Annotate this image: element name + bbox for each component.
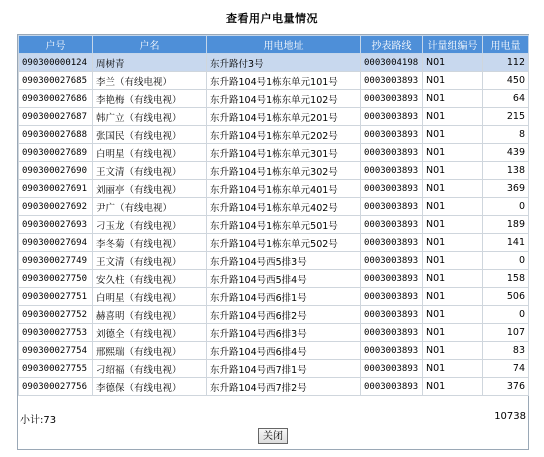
cell-meter-route: 0003003893 — [361, 180, 423, 198]
cell-account-name: 尹广（有线电视） — [93, 198, 207, 216]
cell-meter-group: N01 — [423, 90, 483, 108]
table-row[interactable] — [19, 342, 529, 360]
cell-meter-route: 0003003893 — [361, 324, 423, 342]
cell-account-no: 090300027756 — [19, 378, 93, 396]
cell-meter-route: 0003003893 — [361, 270, 423, 288]
cell-usage: 138 — [483, 162, 529, 180]
cell-usage: 439 — [483, 144, 529, 162]
cell-meter-route: 0003003893 — [361, 378, 423, 396]
table-row[interactable] — [19, 126, 529, 144]
cell-account-no: 090300027685 — [19, 72, 93, 90]
column-header-meter-group[interactable]: 计量组编号 — [423, 36, 483, 54]
cell-usage: 0 — [483, 252, 529, 270]
table-row[interactable] — [19, 306, 529, 324]
cell-address: 东升路104号1栋东单元202号 — [207, 126, 361, 144]
cell-meter-route: 0003003893 — [361, 288, 423, 306]
cell-meter-route: 0003003893 — [361, 126, 423, 144]
column-header-usage[interactable]: 用电量 — [483, 36, 529, 54]
cell-meter-route: 0003003893 — [361, 144, 423, 162]
cell-address: 东升路104号西6排1号 — [207, 288, 361, 306]
cell-usage: 0 — [483, 306, 529, 324]
cell-meter-group: N01 — [423, 144, 483, 162]
table-row[interactable] — [19, 216, 529, 234]
cell-meter-group: N01 — [423, 72, 483, 90]
cell-account-name: 刘丽亭（有线电视） — [93, 180, 207, 198]
column-header-address[interactable]: 用电地址 — [207, 36, 361, 54]
column-header-meter-route[interactable]: 抄表路线 — [361, 36, 423, 54]
cell-account-no: 090300027753 — [19, 324, 93, 342]
table-row[interactable] — [19, 324, 529, 342]
cell-meter-route: 0003004198 — [361, 54, 423, 72]
cell-address: 东升路104号西6排2号 — [207, 306, 361, 324]
close-button[interactable]: 关闭 — [258, 428, 288, 444]
cell-account-no: 090300000124 — [19, 54, 93, 72]
cell-account-name: 刘德全（有线电视） — [93, 324, 207, 342]
table-row[interactable] — [19, 360, 529, 378]
cell-address: 东升路104号1栋东单元502号 — [207, 234, 361, 252]
cell-usage: 107 — [483, 324, 529, 342]
cell-address: 东升路104号西5排4号 — [207, 270, 361, 288]
cell-address: 东升路104号西7排1号 — [207, 360, 361, 378]
cell-account-no: 090300027750 — [19, 270, 93, 288]
cell-usage: 158 — [483, 270, 529, 288]
cell-address: 东升路104号1栋东单元402号 — [207, 198, 361, 216]
table-header-row — [19, 36, 529, 54]
cell-meter-group: N01 — [423, 54, 483, 72]
cell-account-name: 韩广立（有线电视） — [93, 108, 207, 126]
cell-account-name: 白明星（有线电视） — [93, 144, 207, 162]
cell-account-name: 安久柱（有线电视） — [93, 270, 207, 288]
table-row[interactable] — [19, 288, 529, 306]
cell-meter-group: N01 — [423, 378, 483, 396]
cell-usage: 376 — [483, 378, 529, 396]
cell-account-no: 090300027752 — [19, 306, 93, 324]
usage-table — [18, 35, 529, 396]
table-row[interactable] — [19, 144, 529, 162]
cell-meter-route: 0003003893 — [361, 360, 423, 378]
cell-account-name: 李冬菊（有线电视） — [93, 234, 207, 252]
cell-meter-route: 0003003893 — [361, 216, 423, 234]
cell-meter-group: N01 — [423, 234, 483, 252]
cell-account-no: 090300027689 — [19, 144, 93, 162]
cell-usage: 215 — [483, 108, 529, 126]
cell-meter-route: 0003003893 — [361, 342, 423, 360]
subtotal-value: 10738 — [494, 411, 526, 422]
cell-account-no: 090300027690 — [19, 162, 93, 180]
cell-account-no: 090300027754 — [19, 342, 93, 360]
table-footer — [17, 408, 529, 426]
cell-usage: 506 — [483, 288, 529, 306]
cell-address: 东升路付3号 — [207, 54, 361, 72]
cell-account-no: 090300027691 — [19, 180, 93, 198]
cell-address: 东升路104号西6排4号 — [207, 342, 361, 360]
cell-address: 东升路104号1栋东单元501号 — [207, 216, 361, 234]
table-body — [19, 54, 529, 396]
cell-meter-group: N01 — [423, 342, 483, 360]
cell-usage: 8 — [483, 126, 529, 144]
cell-address: 东升路104号西6排3号 — [207, 324, 361, 342]
cell-meter-route: 0003003893 — [361, 162, 423, 180]
cell-meter-group: N01 — [423, 288, 483, 306]
cell-address: 东升路104号西7排2号 — [207, 378, 361, 396]
page-title: 查看用户电量情况 — [226, 12, 318, 25]
cell-address: 东升路104号1栋东单元401号 — [207, 180, 361, 198]
table-row[interactable] — [19, 270, 529, 288]
cell-address: 东升路104号西5排3号 — [207, 252, 361, 270]
cell-meter-group: N01 — [423, 126, 483, 144]
cell-meter-group: N01 — [423, 306, 483, 324]
cell-usage: 450 — [483, 72, 529, 90]
cell-account-name: 刁玉龙（有线电视） — [93, 216, 207, 234]
table-row[interactable] — [19, 72, 529, 90]
table-row[interactable] — [19, 378, 529, 396]
cell-account-no: 090300027694 — [19, 234, 93, 252]
cell-meter-route: 0003003893 — [361, 252, 423, 270]
cell-account-name: 王文清（有线电视） — [93, 252, 207, 270]
cell-account-no: 090300027751 — [19, 288, 93, 306]
cell-account-name: 李艳梅（有线电视） — [93, 90, 207, 108]
cell-account-name: 李德保（有线电视） — [93, 378, 207, 396]
cell-usage: 0 — [483, 198, 529, 216]
cell-account-name: 李兰（有线电视） — [93, 72, 207, 90]
cell-meter-route: 0003003893 — [361, 306, 423, 324]
column-header-account-no[interactable]: 户号 — [19, 36, 93, 54]
column-header-account-name[interactable]: 户名 — [93, 36, 207, 54]
cell-usage: 189 — [483, 216, 529, 234]
cell-usage: 64 — [483, 90, 529, 108]
table-row[interactable] — [19, 90, 529, 108]
cell-meter-route: 0003003893 — [361, 90, 423, 108]
cell-address: 东升路104号1栋东单元101号 — [207, 72, 361, 90]
cell-account-name: 周树青 — [93, 54, 207, 72]
cell-address: 东升路104号1栋东单元302号 — [207, 162, 361, 180]
cell-account-no: 090300027693 — [19, 216, 93, 234]
cell-meter-group: N01 — [423, 270, 483, 288]
table-row[interactable] — [19, 198, 529, 216]
cell-account-no: 090300027686 — [19, 90, 93, 108]
cell-usage: 112 — [483, 54, 529, 72]
cell-meter-group: N01 — [423, 162, 483, 180]
cell-meter-route: 0003003893 — [361, 198, 423, 216]
cell-account-no: 090300027687 — [19, 108, 93, 126]
cell-address: 东升路104号1栋东单元301号 — [207, 144, 361, 162]
cell-meter-route: 0003003893 — [361, 108, 423, 126]
cell-account-no: 090300027749 — [19, 252, 93, 270]
cell-meter-route: 0003003893 — [361, 72, 423, 90]
cell-account-name: 赫喜明（有线电视） — [93, 306, 207, 324]
cell-meter-group: N01 — [423, 324, 483, 342]
cell-meter-group: N01 — [423, 108, 483, 126]
cell-account-name: 邢熙瑞（有线电视） — [93, 342, 207, 360]
cell-account-name: 刁绍福（有线电视） — [93, 360, 207, 378]
cell-account-name: 王文清（有线电视） — [93, 162, 207, 180]
table-row[interactable] — [19, 252, 529, 270]
cell-meter-group: N01 — [423, 252, 483, 270]
cell-meter-route: 0003003893 — [361, 234, 423, 252]
cell-address: 东升路104号1栋东单元102号 — [207, 90, 361, 108]
cell-account-no: 090300027755 — [19, 360, 93, 378]
table-row[interactable] — [19, 162, 529, 180]
cell-meter-group: N01 — [423, 198, 483, 216]
cell-account-name: 张国民（有线电视） — [93, 126, 207, 144]
table-row[interactable] — [19, 108, 529, 126]
usage-table-container — [17, 34, 529, 450]
cell-meter-group: N01 — [423, 216, 483, 234]
cell-account-no: 090300027692 — [19, 198, 93, 216]
table-row[interactable] — [19, 180, 529, 198]
cell-meter-group: N01 — [423, 180, 483, 198]
cell-usage: 141 — [483, 234, 529, 252]
subtotal-label: 小计:73 — [20, 415, 57, 426]
cell-usage: 74 — [483, 360, 529, 378]
cell-address: 东升路104号1栋东单元201号 — [207, 108, 361, 126]
table-row[interactable] — [19, 54, 529, 72]
cell-account-name: 白明星（有线电视） — [93, 288, 207, 306]
cell-usage: 83 — [483, 342, 529, 360]
cell-meter-group: N01 — [423, 360, 483, 378]
cell-account-no: 090300027688 — [19, 126, 93, 144]
table-row[interactable] — [19, 234, 529, 252]
cell-usage: 369 — [483, 180, 529, 198]
